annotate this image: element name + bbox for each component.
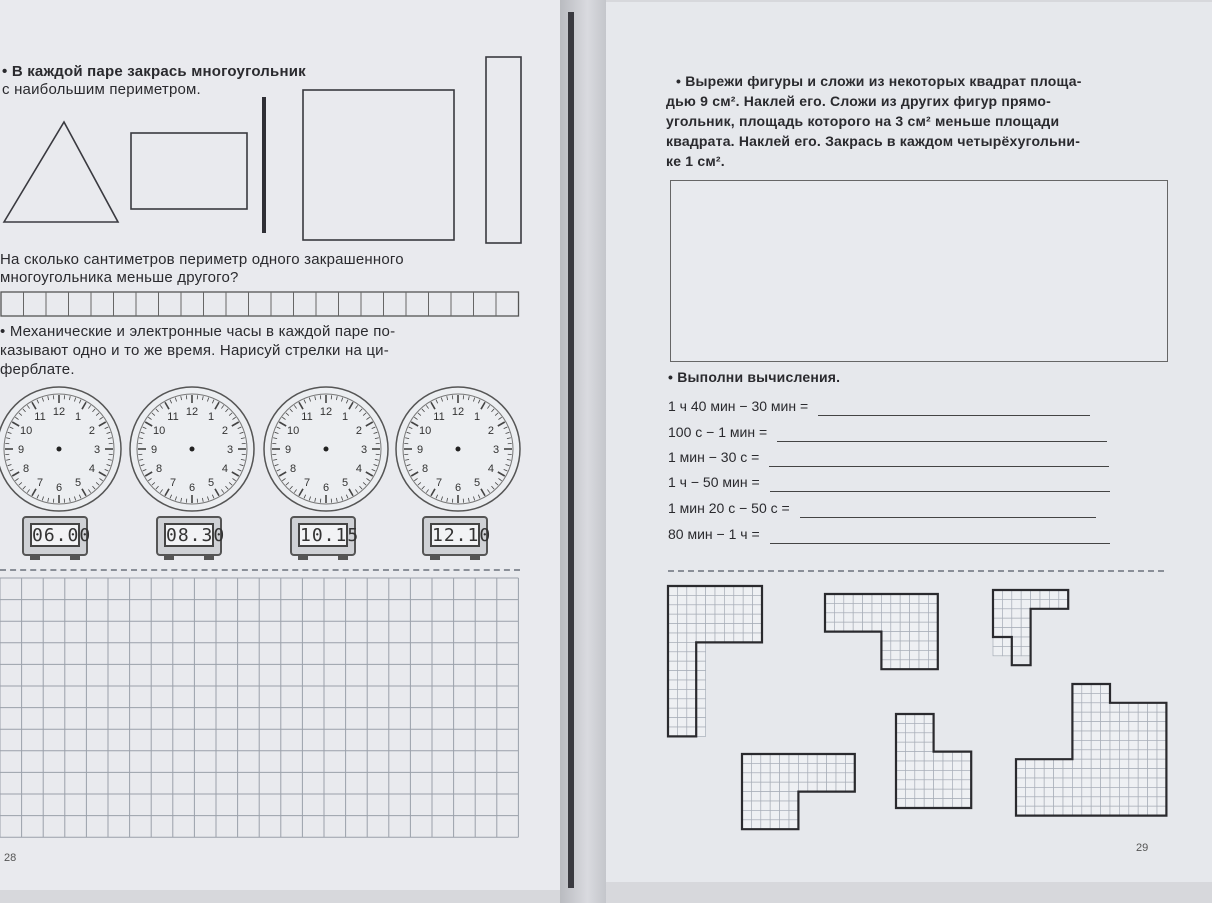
clock-number: 3 (360, 444, 368, 456)
clock-number: 12 (185, 406, 199, 418)
clock-number: 10 (152, 425, 166, 437)
calc-row-6 (668, 524, 1110, 544)
clock-number: 7 (169, 476, 177, 489)
calc-row-3 (668, 447, 1109, 467)
calc-answer-line-2[interactable] (777, 427, 1107, 442)
digital-time-4: 12.10 (432, 525, 492, 546)
clock-number: 4 (355, 463, 362, 475)
analog-clock-1[interactable] (0, 387, 121, 511)
clock-number: 1 (207, 411, 215, 424)
clock-number: 7 (303, 476, 311, 489)
calc-answer-line-4[interactable] (770, 477, 1110, 492)
clock-number: 4 (88, 463, 95, 475)
digital-time-2: 08.30 (166, 525, 226, 546)
clock-number: 2 (355, 425, 362, 437)
calc-row-5 (668, 498, 1096, 518)
clock-number: 8 (290, 463, 297, 475)
cutout-shape-3[interactable] (993, 590, 1068, 665)
page-number-right: 29 (1136, 842, 1149, 854)
cutout-shape-1[interactable] (668, 586, 762, 736)
clock-number: 1 (74, 411, 82, 424)
clock-number: 10 (286, 425, 300, 437)
clock-number: 5 (207, 476, 215, 489)
clock-number: 5 (341, 476, 349, 489)
cut-line-left (0, 569, 520, 571)
calc-expression-5: 1 мин 20 с − 50 с = (668, 500, 790, 516)
digital-clock-1 (22, 516, 92, 556)
square-shape (303, 90, 454, 240)
calc-expression-2: 100 с − 1 мин = (668, 424, 768, 440)
calc-answer-line-1[interactable] (818, 401, 1090, 416)
calc-row-2 (668, 422, 1107, 442)
clock-number: 9 (284, 444, 292, 456)
task1-line3: угольник, площадь которого на 3 см² меньше площади (666, 113, 1060, 129)
digital-clock-3 (290, 516, 360, 556)
clock-number: 4 (487, 463, 494, 475)
clock-number: 2 (487, 425, 494, 437)
analog-clock-3[interactable] (264, 387, 388, 511)
cutout-shape-2[interactable] (825, 594, 938, 669)
clock-number: 7 (435, 476, 443, 489)
analog-clock-2[interactable] (130, 387, 254, 511)
clock-number: 3 (93, 444, 101, 456)
question-line1: На сколько сантиметров периметр одного закрашенного (0, 251, 404, 268)
clock-number: 6 (322, 482, 330, 494)
clock-number: 5 (473, 476, 481, 489)
triangle-shape (4, 122, 118, 222)
task1-instruction-line2: с наибольшим периметром. (2, 81, 201, 98)
clock-number: 10 (19, 425, 33, 437)
cutout-shapes[interactable] (660, 578, 1180, 838)
grid-workspace[interactable] (0, 578, 520, 838)
answer-cells[interactable] (0, 290, 525, 320)
calc-answer-line-3[interactable] (769, 452, 1109, 467)
digital-clock-2 (156, 516, 226, 556)
clock-number: 8 (23, 463, 30, 475)
clock-number: 12 (451, 406, 465, 418)
calc-answer-line-6[interactable] (770, 529, 1110, 544)
rectangle-shape (131, 133, 247, 209)
calc-row-4 (668, 472, 1110, 492)
task1-instruction-line1: • В каждой паре закрась многоугольник (2, 63, 306, 80)
digital-time-3: 10.15 (300, 525, 360, 546)
clock-number: 1 (473, 411, 481, 424)
clock-number: 12 (52, 406, 66, 418)
calc-expression-4: 1 ч − 50 мин = (668, 474, 760, 490)
clock-number: 5 (74, 476, 82, 489)
clock-number: 6 (454, 482, 462, 494)
page-number-left: 28 (4, 852, 17, 864)
clock-number: 11 (301, 411, 313, 424)
book-gutter (560, 0, 606, 903)
clock-number: 10 (418, 425, 432, 437)
binding-bar-left (568, 12, 574, 888)
clock-number: 9 (17, 444, 25, 456)
task2-instruction-line2: казывают одно и то же время. Нарисуй стрелки на ци- (0, 342, 389, 359)
task1-line1: • Вырежи фигуры и сложи из некоторых квадрат площа- (676, 73, 1082, 89)
calc-expression-6: 80 мин − 1 ч = (668, 526, 760, 542)
calc-row-1 (668, 396, 1090, 416)
calc-expression-3: 1 мин − 30 с = (668, 449, 760, 465)
left-page (0, 0, 560, 890)
task2-instruction-line3: ферблате. (0, 361, 75, 378)
clock-number: 12 (319, 406, 333, 418)
calc-expression-1: 1 ч 40 мин − 30 мин = (668, 398, 809, 414)
analog-clock-4[interactable] (396, 387, 520, 511)
clock-number: 4 (221, 463, 228, 475)
clock-number: 2 (88, 425, 95, 437)
tall-rectangle-shape (486, 57, 521, 243)
digital-time-1: 06.00 (32, 525, 92, 546)
clock-number: 9 (150, 444, 158, 456)
clock-number: 6 (188, 482, 196, 494)
clock-number: 11 (433, 411, 445, 424)
clock-number: 11 (167, 411, 179, 424)
cutout-shape-6[interactable] (1016, 684, 1166, 816)
calc-answer-line-5[interactable] (800, 503, 1096, 518)
clock-number: 6 (55, 482, 63, 494)
pair-divider (262, 97, 266, 233)
clock-number: 7 (36, 476, 44, 489)
task1-line2: дью 9 см². Наклей его. Сложи из других фигур прямо- (666, 93, 1051, 109)
paste-area[interactable] (670, 180, 1168, 362)
clock-number: 1 (341, 411, 349, 424)
clock-number: 3 (226, 444, 234, 456)
task2-instruction-line1: • Механические и электронные часы в каждой паре по- (0, 323, 396, 340)
cutout-shape-5[interactable] (896, 714, 971, 808)
clock-number: 8 (156, 463, 163, 475)
task1-line4: квадрата. Наклей его. Закрась в каждом четырёхугольни- (666, 133, 1081, 149)
clock-number: 9 (416, 444, 424, 456)
clocks-row (0, 385, 560, 515)
digital-clock-4 (422, 516, 492, 556)
question-line2: многоугольника меньше другого? (0, 269, 239, 286)
task1-line5: ке 1 см². (666, 153, 725, 169)
clock-number: 8 (422, 463, 429, 475)
clock-number: 3 (492, 444, 500, 456)
cutout-shape-4[interactable] (742, 754, 855, 829)
clock-number: 11 (34, 411, 46, 424)
cut-line-right (668, 570, 1164, 572)
polygons-figure (0, 0, 560, 250)
clock-number: 2 (221, 425, 228, 437)
task2-title: • Выполни вычисления. (668, 369, 841, 385)
